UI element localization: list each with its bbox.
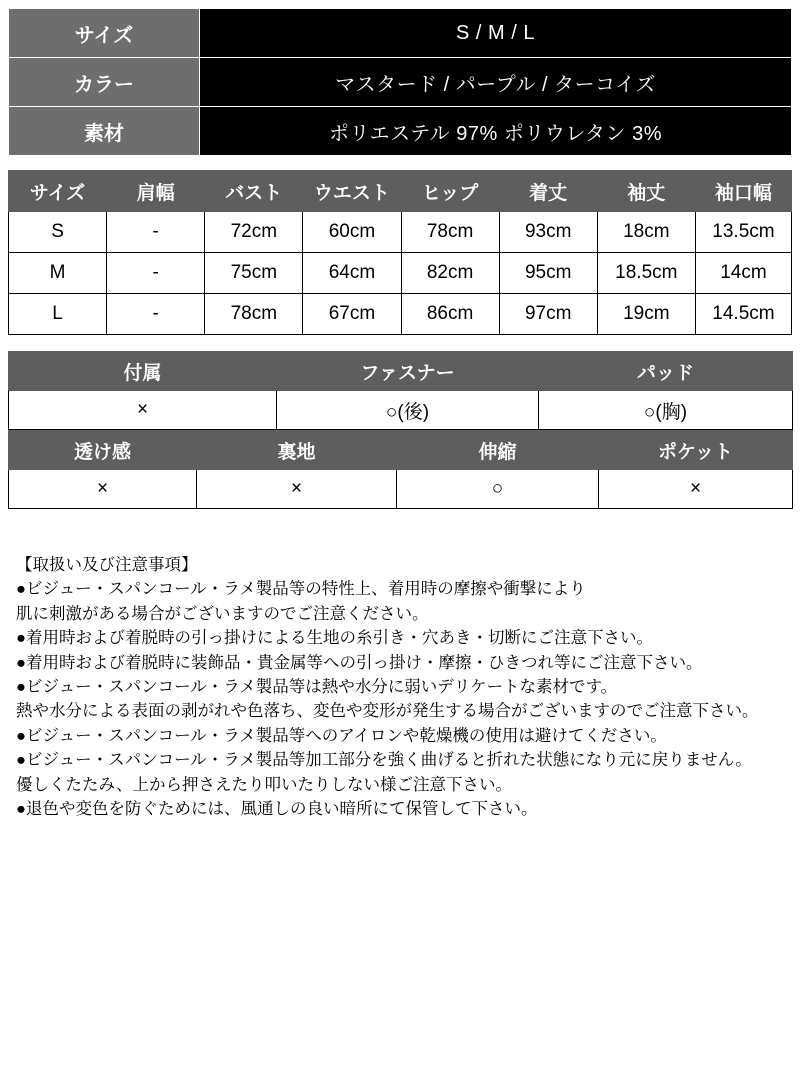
- size-cell: 60cm: [303, 212, 401, 253]
- attr-header-zipper: ファスナー: [277, 352, 539, 391]
- table-row: [9, 391, 793, 430]
- table-row: [9, 9, 792, 58]
- table-row: [9, 431, 793, 470]
- size-cell: 78cm: [205, 294, 303, 335]
- notes-line: 優しくたたみ、上から押さえたり叩いたりしない様ご注意下さい。: [16, 775, 512, 794]
- notes-line: 肌に刺激がある場合がございますのでご注意ください。: [16, 604, 429, 623]
- attr-value-pad: ○(胸): [539, 391, 793, 430]
- table-row: [9, 212, 792, 253]
- size-header-size: サイズ: [9, 171, 107, 212]
- attr-value-zipper: ○(後): [277, 391, 539, 430]
- size-cell: S: [9, 212, 107, 253]
- notes-line: ●退色や変色を防ぐためには、風通しの良い暗所にて保管して下さい。: [16, 800, 538, 819]
- size-cell: 97cm: [499, 294, 597, 335]
- size-cell: -: [107, 212, 205, 253]
- size-cell: 95cm: [499, 253, 597, 294]
- spec-table: [8, 8, 792, 156]
- size-cell: -: [107, 253, 205, 294]
- attr-header-pad: パッド: [539, 352, 793, 391]
- size-header-waist: ウエスト: [303, 171, 401, 212]
- attr-value-sheerness: ×: [9, 470, 197, 509]
- attribute-table-fabric: [8, 430, 793, 509]
- size-cell: 67cm: [303, 294, 401, 335]
- size-cell: 82cm: [401, 253, 499, 294]
- spec-value-size: S / M / L: [200, 9, 792, 58]
- table-row: [9, 107, 792, 156]
- size-cell: M: [9, 253, 107, 294]
- spec-label-size: サイズ: [9, 9, 200, 58]
- size-cell: 72cm: [205, 212, 303, 253]
- size-header-sleeve-length: 袖丈: [597, 171, 695, 212]
- size-cell: L: [9, 294, 107, 335]
- attr-header-stretch: 伸縮: [397, 431, 599, 470]
- size-header-bust: バスト: [205, 171, 303, 212]
- size-cell: 18.5cm: [597, 253, 695, 294]
- attr-header-sheerness: 透け感: [9, 431, 197, 470]
- attribute-table-accessories: [8, 351, 793, 430]
- notes-line: ●ビジュー・スパンコール・ラメ製品等加工部分を強く曲げると折れた状態になり元に戻りません。: [16, 751, 752, 770]
- spec-value-material: ポリエステル 97% ポリウレタン 3%: [200, 107, 792, 156]
- size-cell: 18cm: [597, 212, 695, 253]
- size-cell: 64cm: [303, 253, 401, 294]
- size-header-length: 着丈: [499, 171, 597, 212]
- table-row: [9, 253, 792, 294]
- spacer: [8, 156, 792, 170]
- size-table-header-row: [9, 171, 792, 212]
- table-row: [9, 58, 792, 107]
- spec-value-color: マスタード / パープル / ターコイズ: [200, 58, 792, 107]
- spec-label-material: 素材: [9, 107, 200, 156]
- attr-header-pocket: ポケット: [599, 431, 793, 470]
- table-row: [9, 352, 793, 391]
- attr-value-accessory: ×: [9, 391, 277, 430]
- attr-header-accessory: 付属: [9, 352, 277, 391]
- size-cell: 86cm: [401, 294, 499, 335]
- size-cell: 93cm: [499, 212, 597, 253]
- notes-line: ●ビジュー・スパンコール・ラメ製品等の特性上、着用時の摩擦や衝撃により: [16, 580, 586, 599]
- attr-value-pocket: ×: [599, 470, 793, 509]
- size-cell: -: [107, 294, 205, 335]
- spec-label-color: カラー: [9, 58, 200, 107]
- size-cell: 13.5cm: [695, 212, 791, 253]
- size-measurement-table: [8, 170, 792, 335]
- table-row: [9, 294, 792, 335]
- notes-line: ●着用時および着脱時に装飾品・貴金属等への引っ掛け・摩擦・ひきつれ等にご注意下さい。: [16, 653, 703, 672]
- size-cell: 14.5cm: [695, 294, 791, 335]
- attr-header-lining: 裏地: [197, 431, 397, 470]
- notes-line: 熱や水分による表面の剥がれや色落ち、変色や変形が発生する場合がございますのでご注意下さい。: [16, 702, 759, 721]
- size-header-hip: ヒップ: [401, 171, 499, 212]
- notes-line: ●着用時および着脱時の引っ掛けによる生地の糸引き・穴あき・切断にご注意下さい。: [16, 629, 653, 648]
- size-cell: 14cm: [695, 253, 791, 294]
- spacer: [8, 335, 792, 351]
- size-cell: 78cm: [401, 212, 499, 253]
- size-header-cuff-width: 袖口幅: [695, 171, 791, 212]
- notes-line: ●ビジュー・スパンコール・ラメ製品等へのアイロンや乾燥機の使用は避けてください。: [16, 726, 667, 745]
- attr-value-lining: ×: [197, 470, 397, 509]
- size-cell: 19cm: [597, 294, 695, 335]
- size-cell: 75cm: [205, 253, 303, 294]
- care-instructions: [8, 553, 792, 821]
- notes-line: ●ビジュー・スパンコール・ラメ製品等は熱や水分に弱いデリケートな素材です。: [16, 678, 618, 697]
- notes-title: 【取扱い及び注意事項】: [16, 556, 198, 574]
- size-header-shoulder: 肩幅: [107, 171, 205, 212]
- table-row: [9, 470, 793, 509]
- attr-value-stretch: ○: [397, 470, 599, 509]
